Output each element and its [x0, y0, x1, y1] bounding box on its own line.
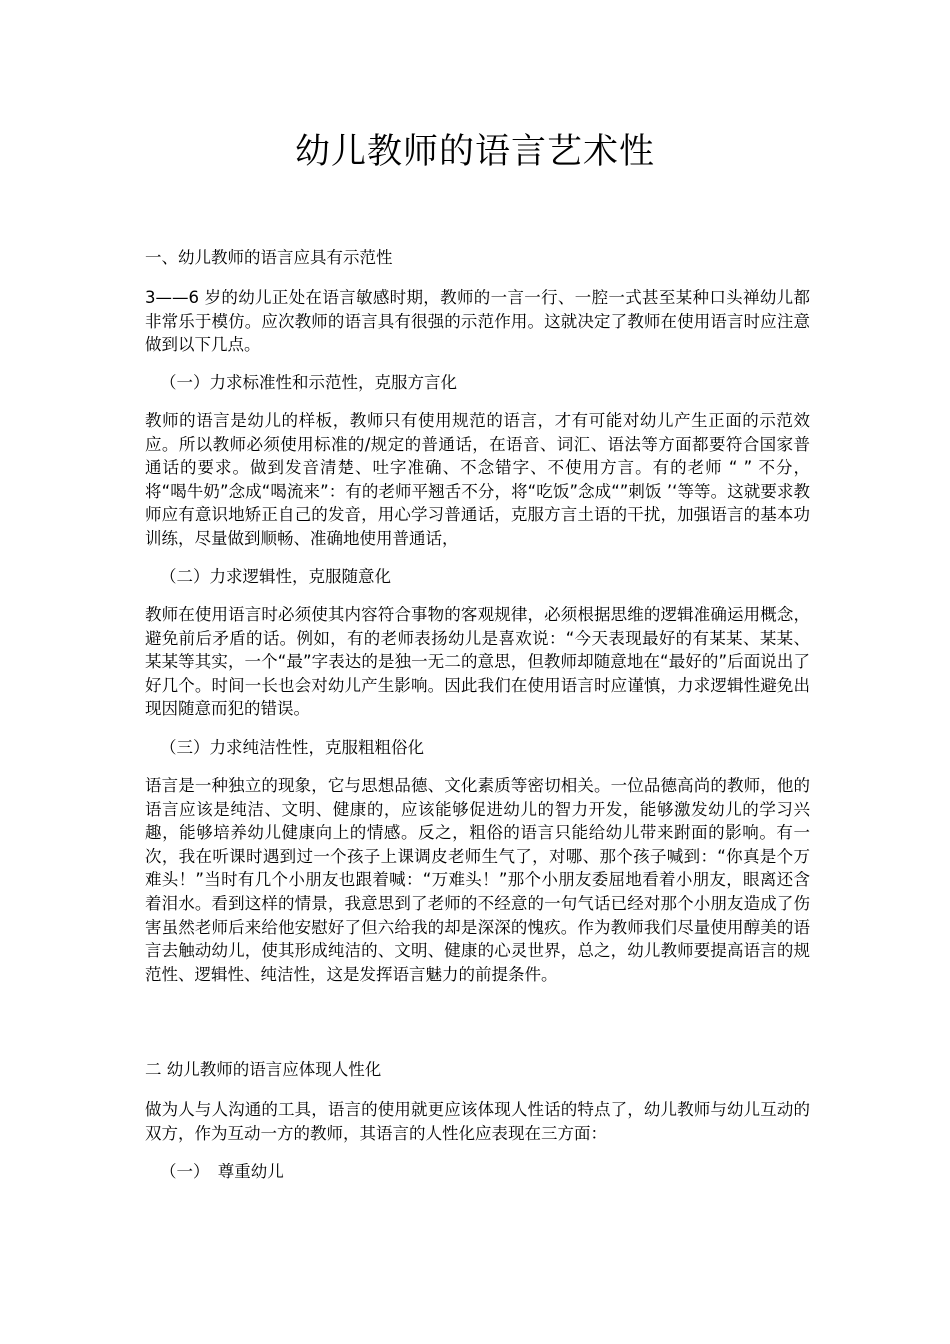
subsection-1-3-heading: （三）力求纯洁性性，克服粗粗俗化: [160, 738, 424, 757]
section-1-intro: 3——6 岁的幼儿正处在语言敏感时期，教师的一言一行、一腔一式甚至某种口头禅幼儿都非常乐于模仿。应次教师的语言具有很强的示范作用。这就决定了教师在使用语言时应注意做到以下几点。: [145, 288, 810, 355]
subsection-1-1-body: 教师的语言是幼儿的样板，教师只有使用规范的语言，才有可能对幼儿产生正面的示范效应。所以教师必须使用标准的/规定的普通话，在语音、词汇、语法等方面都要符合国家普通话的要求。做到发音清楚、吐字准确、不念错字、不使用方言。有的老师 “ ” 不分，将“喝牛奶”念成“喝流来”：有的老师平翘舌不分，将“吃饭”念成“”刺饭 ’‘等等。这就要求教师应有意识地矫正自己的发音，用心学习普通话，克服方言土语的干扰，加强语言的基本功训练，尽量做到顺畅、准确地使用普通话，: [145, 411, 810, 548]
section-2-intro: 做为人与人沟通的工具，语言的使用就更应该体现人性话的特点了，幼儿教师与幼儿互动的双方，作为互动一方的教师，其语言的人性化应表现在三方面：: [145, 1100, 810, 1143]
subsection-1-2-heading: （二）力求逻辑性，克服随意化: [160, 567, 391, 586]
subsection-1-3-body: 语言是一种独立的现象，它与思想品德、文化素质等密切相关。一位品德高尚的教师，他的语言应该是纯洁、文明、健康的，应该能够促进幼儿的智力开发，能够激发幼儿的学习兴趣，能够培养幼儿健康向上的情感。反之，粗俗的语言只能给幼儿带来跗面的影响。有一次，我在听课时遇到过一个孩子上课调皮老师生气了，对哪、那个孩子喊到：“你真是个万难头！”当时有几个小朋友也跟着喊：“万难头！”那个小朋友委屈地看着小朋友，眼离还含着泪水。看到这样的情景，我意思到了老师的不经意的一句气话已经对那个小朋友造成了伤害虽然老师后来给他安慰好了但六给我的却是深深的愧疚。作为教师我们尽量使用醇美的语言去触动幼儿，使其形成纯洁的、文明、健康的心灵世界，总之，幼儿教师要提高语言的规范性、逻辑性、纯洁性，这是发挥语言魅力的前提条件。: [145, 776, 810, 984]
document-title: 幼儿教师的语言艺术性: [294, 132, 655, 172]
section-1-heading: 一、幼儿教师的语言应具有示范性: [145, 248, 393, 267]
subsection-1-2-body: 教师在使用语言时必须使其内容符合事物的客观规律，必须根据思维的逻辑准确运用概念，避免前后矛盾的话。例如，有的老师表扬幼儿是喜欢说：“今天表现最好的有某某、某某、某某等其实，一个“最”字表达的是独一无二的意思，但教师却随意地在“最好的”后面说出了好几个。时间一长也会对幼儿产生影响。因此我们在使用语言时应谨慎，力求逻辑性避免出现因随意而犯的错误。: [145, 605, 810, 719]
subsection-1-1-heading: （一）力求标准性和示范性，克服方言化: [160, 373, 457, 392]
section-2-heading: 二 幼儿教师的语言应体现人性化: [145, 1060, 382, 1079]
subsection-2-1-heading: （一） 尊重幼儿: [160, 1162, 284, 1181]
